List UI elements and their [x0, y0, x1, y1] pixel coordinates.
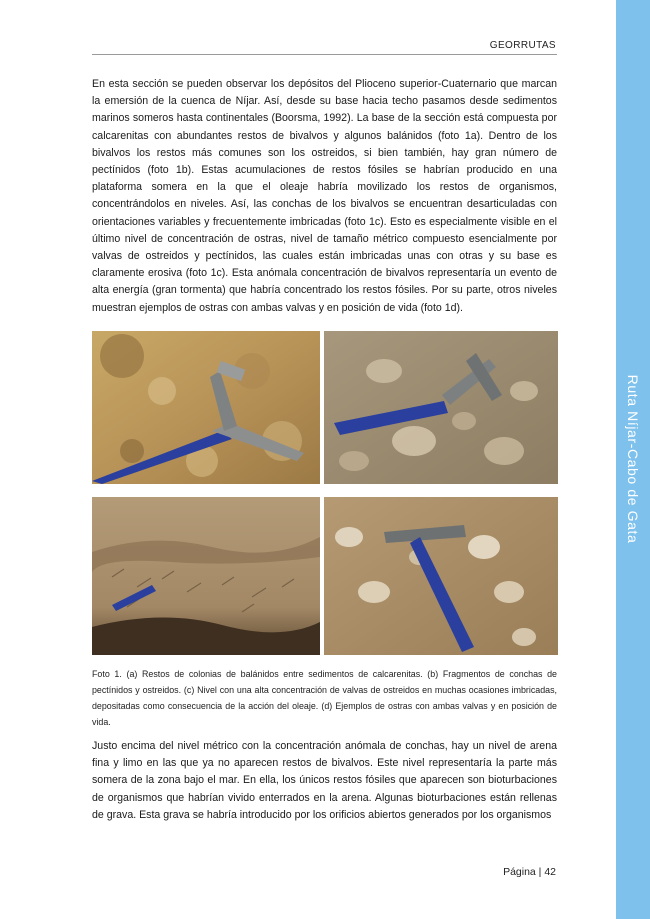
photo-caption: Foto 1. (a) Restos de colonias de balánidos entre sedimentos de calcarenitas. (b) Fragmentos de conchas de pectínidos y ostreidos. (c) Nivel con una alta concentración de valvas de ostreidos en muchas ocasiones imbricadas, depositadas como consecuencia de la acción del oleaje. (d) Ejemplos de ostras con ambas valvas y en posición de vida.: [92, 669, 557, 727]
body-paragraph-2: Justo encima del nivel métrico con la concentración anómala de conchas, hay un nivel de arena fina y limo en las que ya no aparecen restos de bivalvos. Este nivel representaría la parte más somera de la zona bajo el mar. En ella, los únicos restos fósiles que aparecen son bioturbaciones de organismos que habrían vivido enterrados en la arena. Algunas bioturbaciones están rellenas de grava. Esta grava se habría introducido por los orificios abiertos generados por los organismos: [92, 740, 557, 821]
header-title: GEORRUTAS: [489, 40, 556, 51]
side-band-title: Ruta Níjar-Cabo de Gata: [625, 374, 641, 544]
photo-1b: [324, 331, 558, 484]
header-divider: [92, 54, 557, 55]
photo-1c: [92, 497, 320, 655]
photo-grid: [92, 331, 558, 655]
photo-1d: [324, 497, 558, 655]
photo-1a: [92, 331, 320, 484]
page-number: Página | 42: [503, 866, 556, 878]
body-paragraph-1: En esta sección se pueden observar los depósitos del Plioceno superior-Cuaternario que marcan la emersión de la cuenca de Níjar. Así, desde su base hacia techo pasamos desde sedimentos marinos someros hasta continentales (Boorsma, 1992). La base de la sección está compuesta por calcarenitas con abundantes restos de bivalvos y algunos balánidos (foto 1a). Dentro de los bivalvos los restos más comunes son los ostreidos, si bien también, hay gran número de pectínidos (foto 1b). Estas acumulaciones de restos fósiles se habrían producido en una plataforma somera en la que el oleaje habría movilizado los restos de organismos, concentrándolos en niveles. Así, las conchas de los bivalvos se encuentran desarticuladas con orientaciones variables y frecuentemente imbricadas (foto 1c). Esto es especialmente visible en el último nivel de concentración de ostras, nivel de tamaño métrico compuesto esencialmente por valvas de ostreidos y pectínidos, las cuales están imbricadas unas con otras y su base es claramente erosiva (foto 1c). Esta anómala concentración de bivalvos representaría un evento de alta energía (gran tormenta) que habría concentrado los restos fósiles. Por su parte, otros niveles muestran ejemplos de ostras con ambas valvas y en posición de vida (foto 1d).: [92, 78, 557, 314]
